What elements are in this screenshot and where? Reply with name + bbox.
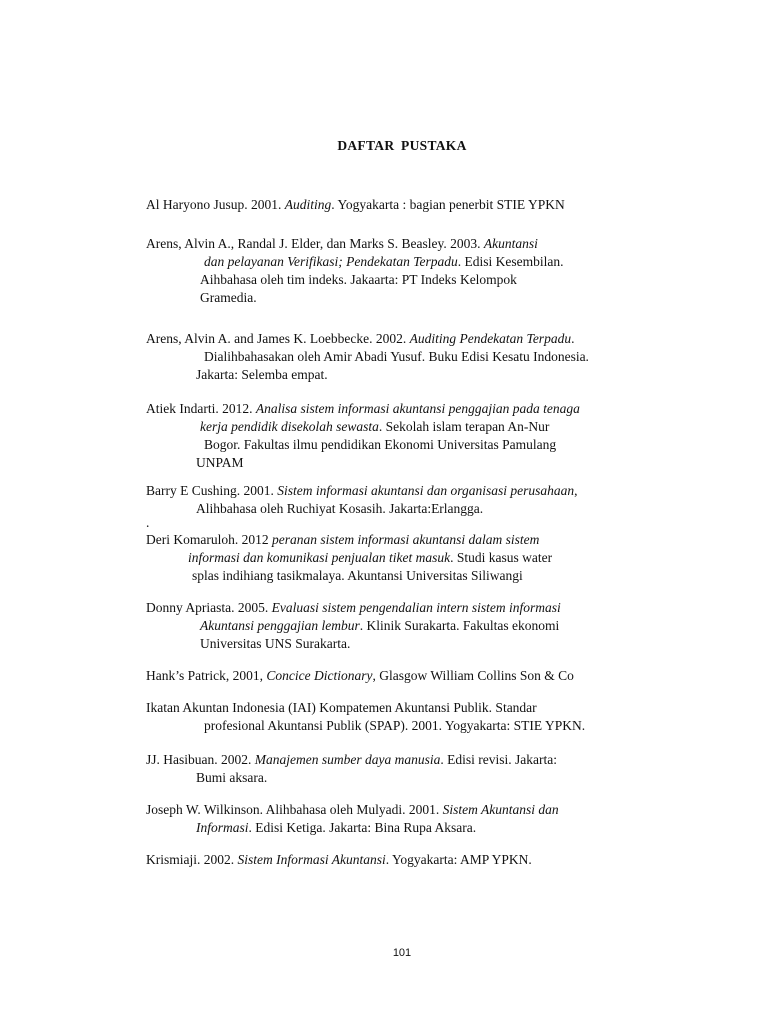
reference-text: . Klinik Surakarta. Fakultas ekonomi (359, 618, 560, 633)
reference-line (146, 366, 658, 384)
reference-line (146, 348, 658, 366)
reference-entry (146, 531, 658, 585)
reference-title-text: Informasi (196, 820, 249, 835)
reference-text: Krismiaji. 2002. (146, 852, 238, 867)
reference-line (146, 330, 658, 348)
reference-text: Joseph W. Wilkinson. Alihbahasa oleh Mulyadi. 2001. (146, 802, 443, 817)
reference-text: Bogor. Fakultas ilmu pendidikan Ekonomi Universitas Pamulang (204, 437, 557, 452)
reference-text: Ikatan Akuntan Indonesia (IAI) Kompatemen Akuntansi Publik. Standar (146, 700, 537, 715)
reference-line (146, 482, 658, 500)
reference-line (146, 454, 658, 472)
reference-text: Al Haryono Jusup. 2001. (146, 197, 285, 212)
reference-entry (146, 482, 658, 518)
reference-entry (146, 330, 658, 384)
reference-text: Arens, Alvin A., Randal J. Elder, dan Marks S. Beasley. 2003. (146, 236, 484, 251)
reference-text: . Studi kasus water (450, 550, 553, 565)
reference-text: Barry E Cushing. 2001. (146, 483, 278, 498)
stray-period-mark: . (146, 515, 150, 530)
page-title: DAFTAR PUSTAKA (337, 138, 467, 153)
reference-line (146, 289, 658, 307)
reference-text: Gramedia. (200, 290, 257, 305)
reference-entry (146, 801, 658, 837)
reference-entry (146, 667, 658, 685)
reference-text: Aihbahasa oleh tim indeks. Jakaarta: PT Indeks Kelompok (200, 272, 517, 287)
reference-entry (146, 196, 658, 214)
reference-text: Alihbahasa oleh Ruchiyat Kosasih. Jakarta:Erlangga. (196, 501, 484, 516)
reference-line (146, 717, 658, 735)
page-number: 101 (392, 947, 412, 959)
reference-text: . Sekolah islam terapan An-Nur (378, 419, 550, 434)
reference-line (146, 196, 658, 214)
reference-line (146, 235, 658, 253)
reference-line (146, 617, 658, 635)
reference-title-text: Auditing (284, 197, 332, 212)
reference-line (146, 801, 658, 819)
reference-text: UNPAM (196, 455, 244, 470)
reference-text: JJ. Hasibuan. 2002. (146, 752, 255, 767)
reference-title-text: Sistem informasi akuntansi dan organisasi perusahaan (277, 483, 575, 498)
reference-line (146, 635, 658, 653)
reference-line (146, 751, 658, 769)
reference-line (146, 567, 658, 585)
reference-line (146, 400, 658, 418)
reference-title-text: Auditing Pendekatan Terpadu (409, 331, 572, 346)
reference-text: . Yogyakarta : bagian penerbit STIE YPKN (331, 197, 565, 212)
reference-entry (146, 851, 658, 869)
reference-text: Arens, Alvin A. and James K. Loebbecke. 2002. (146, 331, 410, 346)
reference-text: Atiek Indarti. 2012. (146, 401, 256, 416)
reference-line (146, 699, 658, 717)
reference-text: , (574, 483, 578, 498)
reference-title-text: informasi dan komunikasi penjualan tiket masuk (188, 550, 451, 565)
reference-text: . Edisi Ketiga. Jakarta: Bina Rupa Aksara. (248, 820, 477, 835)
reference-entry (146, 400, 658, 472)
reference-line (146, 418, 658, 436)
reference-title-text: Sistem Akuntansi dan (442, 802, 559, 817)
reference-text: profesional Akuntansi Publik (SPAP). 2001. Yogyakarta: STIE YPKN. (204, 718, 586, 733)
reference-entry (146, 699, 658, 735)
reference-text: . Edisi Kesembilan. (457, 254, 564, 269)
reference-text: Hank’s Patrick, 2001, (146, 668, 267, 683)
reference-title-text: Concice Dictionary (266, 668, 373, 683)
reference-entry (146, 751, 658, 787)
reference-line (146, 271, 658, 289)
reference-text: Jakarta: Selemba empat. (196, 367, 328, 382)
reference-title-text: dan pelayanan Verifikasi; Pendekatan Terpadu (204, 254, 458, 269)
reference-title-text: kerja pendidik disekolah sewasta (200, 419, 379, 434)
reference-line (146, 819, 658, 837)
reference-line (146, 500, 658, 518)
reference-text: Donny Apriasta. 2005. (146, 600, 272, 615)
reference-entry (146, 235, 658, 307)
reference-line (146, 599, 658, 617)
reference-text: . Edisi revisi. Jakarta: (440, 752, 557, 767)
reference-text: , Glasgow William Collins Son & Co (372, 668, 574, 683)
reference-entry (146, 599, 658, 653)
reference-title-text: Akuntansi (483, 236, 538, 251)
reference-line (146, 851, 658, 869)
reference-text: Dialihbahasakan oleh Amir Abadi Yusuf. Buku Edisi Kesatu Indonesia. (204, 349, 589, 364)
reference-text: Universitas UNS Surakarta. (200, 636, 351, 651)
reference-title-text: Evaluasi sistem pengendalian intern sistem informasi (271, 600, 561, 615)
reference-line (146, 769, 658, 787)
reference-text: . Yogyakarta: AMP YPKN. (385, 852, 532, 867)
reference-title-text: Akuntansi penggajian lembur (200, 618, 360, 633)
reference-title-text: Manajemen sumber daya manusia (254, 752, 441, 767)
reference-title-text: Sistem Informasi Akuntansi (237, 852, 386, 867)
reference-text: Deri Komaruloh. 2012 (146, 532, 272, 547)
reference-text: splas indihiang tasikmalaya. Akuntansi Universitas Siliwangi (192, 568, 523, 583)
reference-line (146, 667, 658, 685)
reference-line (146, 436, 658, 454)
reference-line (146, 253, 658, 271)
reference-text: . (571, 331, 575, 346)
reference-title-text: peranan sistem informasi akuntansi dalam sistem (271, 532, 540, 547)
reference-title-text: Analisa sistem informasi akuntansi penggajian pada tenaga (255, 401, 580, 416)
reference-line (146, 531, 658, 549)
reference-text: Bumi aksara. (196, 770, 268, 785)
reference-line (146, 549, 658, 567)
